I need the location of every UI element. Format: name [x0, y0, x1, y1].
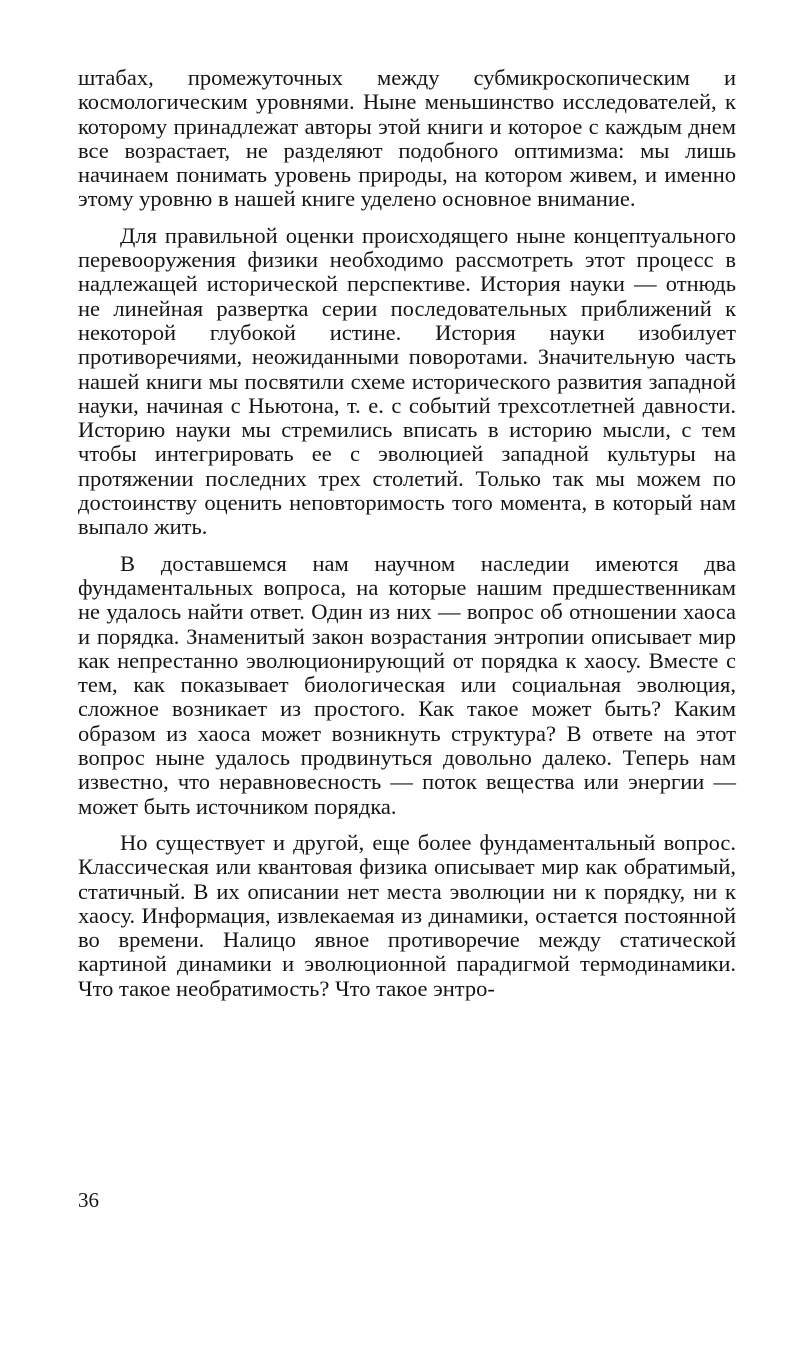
paragraph-irreversibility: Но существует и другой, еще более фундаментальный вопрос. Классическая или квантовая физика описывает мир как обратимый, статичный. В их описании нет места эволюции ни к порядку, ни к хаосу. Информация, извлекаемая из динамики, остается постоянной во времени. Налицо явное противоречие между статической картиной динамики и эволюционной парадигмой термодинамики. Что такое необратимость? Что такое энтро-: [78, 829, 736, 1001]
paragraph-continuation: штабах, промежуточных между субмикроскопическим и космологическим уровнями. Ныне меньшинство исследователей, к которому принадлежат авторы этой книги и которое с каждым днем все возрастает, не разделяют подобного оптимизма: мы лишь начинаем понимать уровень природы, на котором живем, и именно этому уровню в нашей книге уделено основное внимание.: [78, 65, 736, 212]
paragraph-chaos-and-order: В доставшемся нам научном наследии имеются два фундаментальных вопроса, на которые нашим предшественникам не удалось найти ответ. Один из них — вопрос об отношении хаоса и порядка. Знаменитый закон возрастания энтропии описывает мир как непрестанно эволюционирующий от порядка к хаосу. Вместе с тем, как показывает биологическая или социальная эволюция, сложное возникает из простого. Как такое может быть? Каким образом из хаоса может возникнуть структура? В ответе на этот вопрос ныне удалось продвинуться довольно далеко. Теперь нам известно, что неравновесность — поток вещества или энергии — может быть источником порядка.: [78, 550, 736, 819]
paragraph-history-of-science: Для правильной оценки происходящего ныне концептуального перевооружения физики необходимо рассмотреть этот процесс в надлежащей исторической перспективе. История науки — отнюдь не линейная развертка серии последовательных приближений к некоторой глубокой истине. История науки изобилует противоречиями, неожиданными поворотами. Значительную часть нашей книги мы посвятили схеме исторического развития западной науки, начиная с Ньютона, т. е. с событий трехсотлетней давности. Историю науки мы стремились вписать в историю мысли, с тем чтобы интегрировать ее с эволюцией западной культуры на протяжении последних трех столетий. Только так мы можем по достоинству оценить неповторимость того момента, в который нам выпало жить.: [78, 222, 736, 540]
page-body: [78, 66, 736, 1013]
page-number: 36: [78, 1188, 99, 1212]
